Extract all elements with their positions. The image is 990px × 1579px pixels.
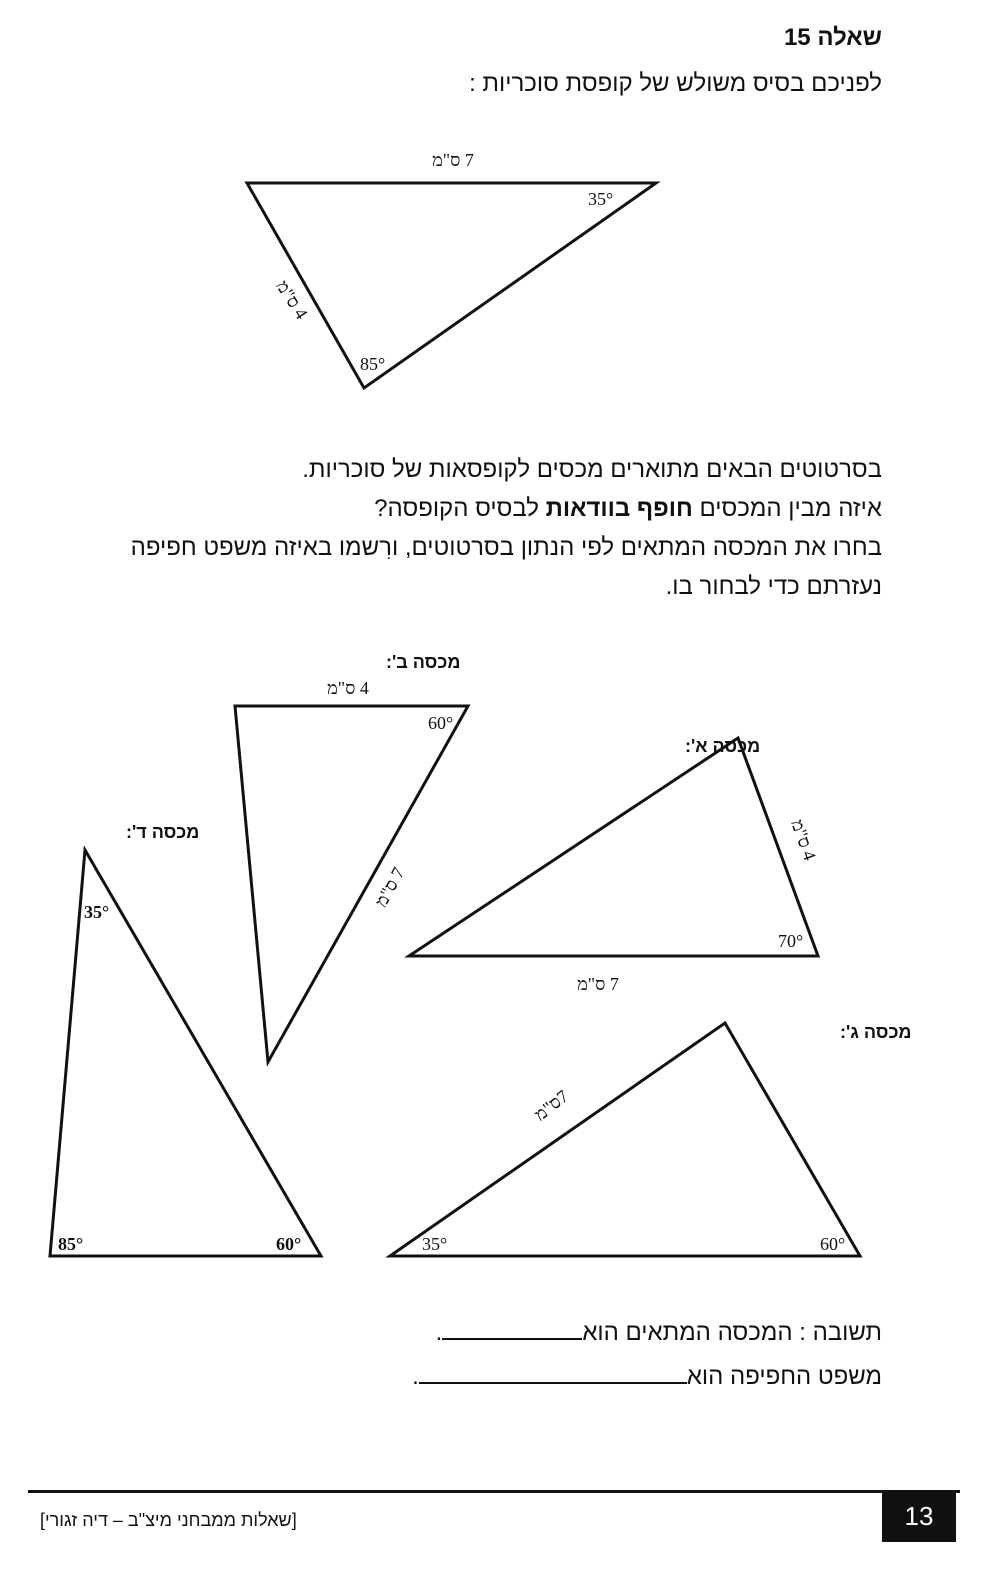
instructions-line-1: בסרטוטים הבאים מתוארים מכסים לקופסאות של סוכריות. (302, 456, 882, 483)
lid-a-angle: 70° (778, 931, 804, 951)
emphasis-certainly-congruent: חופף בוודאות (545, 495, 693, 522)
base-left-side: 4 ס"מ (272, 276, 312, 323)
base-triangle (247, 183, 656, 388)
lid-g-angle-right: 60° (820, 1234, 846, 1254)
lid-b-label: מכסה ב': (386, 652, 461, 672)
answer-blank-lid[interactable] (442, 1318, 582, 1340)
lid-b-right-side: 7 ס"מ (370, 863, 409, 911)
lid-a-right-side: 4 ס"מ (787, 816, 821, 863)
instructions (22, 450, 882, 606)
lid-d-angle-right: 60° (276, 1234, 302, 1254)
lid-b-triangle (235, 706, 468, 1062)
lid-a-label: מכסה א': (685, 736, 761, 756)
base-angle-top: 35° (588, 189, 614, 209)
instructions-line-2: איזה מבין המכסים חופף בוודאות לבסיס הקופסה? (374, 495, 882, 522)
footer-divider (28, 1490, 960, 1493)
lid-a-triangle (409, 738, 821, 956)
answer-blank-theorem[interactable] (419, 1362, 687, 1384)
lid-g-label: מכסה ג': (840, 1022, 912, 1042)
lid-d-angle-left: 85° (58, 1234, 84, 1254)
answer-line-theorem: משפט החפיפה הוא. (412, 1363, 882, 1390)
lid-b-top-side: 4 ס"מ (327, 678, 369, 698)
lid-d-angle-top: 35° (84, 902, 110, 922)
lid-d-label: מכסה ד': (126, 822, 200, 842)
lid-a-bottom-side: 7 ס"מ (577, 974, 619, 994)
page-number: 13 (882, 1490, 956, 1542)
instructions-line-3: בחרו את המכסה המתאים לפי הנתון בסרטוטים, ורִשמו באיזה משפט חפיפה (130, 534, 882, 561)
lid-g-left-side: 7ס"מ (530, 1085, 573, 1125)
question-intro: לפניכם בסיס משולש של קופסת סוכריות : (469, 70, 882, 97)
answer-line-lid: תשובה : המכסה המתאים הוא. (435, 1319, 882, 1346)
question-title: שאלה 15 (783, 24, 882, 51)
footer-source: [שאלות ממבחני מיצ"ב – דיה זגורי] (40, 1510, 297, 1530)
lid-g-angle-left: 35° (422, 1234, 448, 1254)
lid-g-triangle (390, 1023, 860, 1256)
instructions-line-4: נעזרתם כדי לבחור בו. (665, 573, 882, 600)
base-top-side: 7 ס"מ (432, 150, 474, 170)
lid-b-angle: 60° (428, 713, 454, 733)
base-angle-bottom: 85° (360, 354, 386, 374)
